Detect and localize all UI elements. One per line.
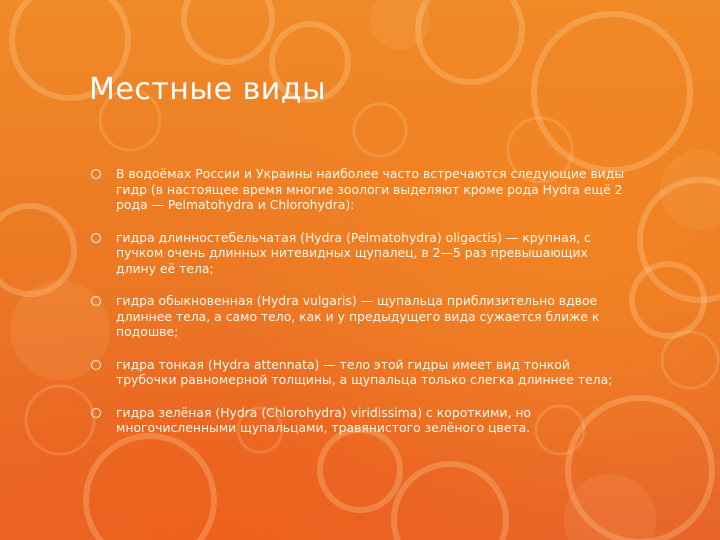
list-item — [90, 293, 625, 340]
hollow-circle-icon — [91, 169, 101, 179]
bullet-list — [90, 166, 625, 453]
list-item — [90, 405, 625, 436]
list-item — [90, 166, 625, 213]
hollow-circle-icon — [91, 408, 101, 418]
list-item-text: В водоёмах России и Украины наиболее часто встречаются следующие виды гидр (в настоящее время многие зоологи выделяют кроме рода Hydra ещё 2 рода — Pelmatohydra и Chlorohydra): — [116, 166, 625, 212]
hollow-circle-icon — [91, 233, 101, 243]
list-item — [90, 357, 625, 388]
hollow-circle-icon — [91, 360, 101, 370]
list-item-text: гидра длинностебельчатая (Hydra (Pelmatohydra) oligactis) — крупная, с пучком очень длинных нитевидных щупалец, в 2—5 раз превышающих длину её тела; — [116, 229, 591, 276]
list-item-text: гидра тонкая (Hydra attennata) — тело этой гидры имеет вид тонкой трубочки равномерной толщины, а щупальца только слегка длиннее тела; — [116, 356, 613, 387]
list-item-text: гидра зелёная (Hydra (Chlorohydra) viridissima) с короткими, но многочисленными щупальцами, травянистого зелёного цвета. — [116, 404, 532, 435]
list-item — [90, 230, 625, 277]
slide-title: Местные виды — [89, 72, 327, 107]
hollow-circle-icon — [91, 296, 101, 306]
list-item-text: гидра обыкновенная (Hydra vulgaris) — щупальца приблизительно вдвое длиннее тела, а само тело, как и у предыдущего вида сужается ближе к подошве; — [116, 293, 600, 339]
